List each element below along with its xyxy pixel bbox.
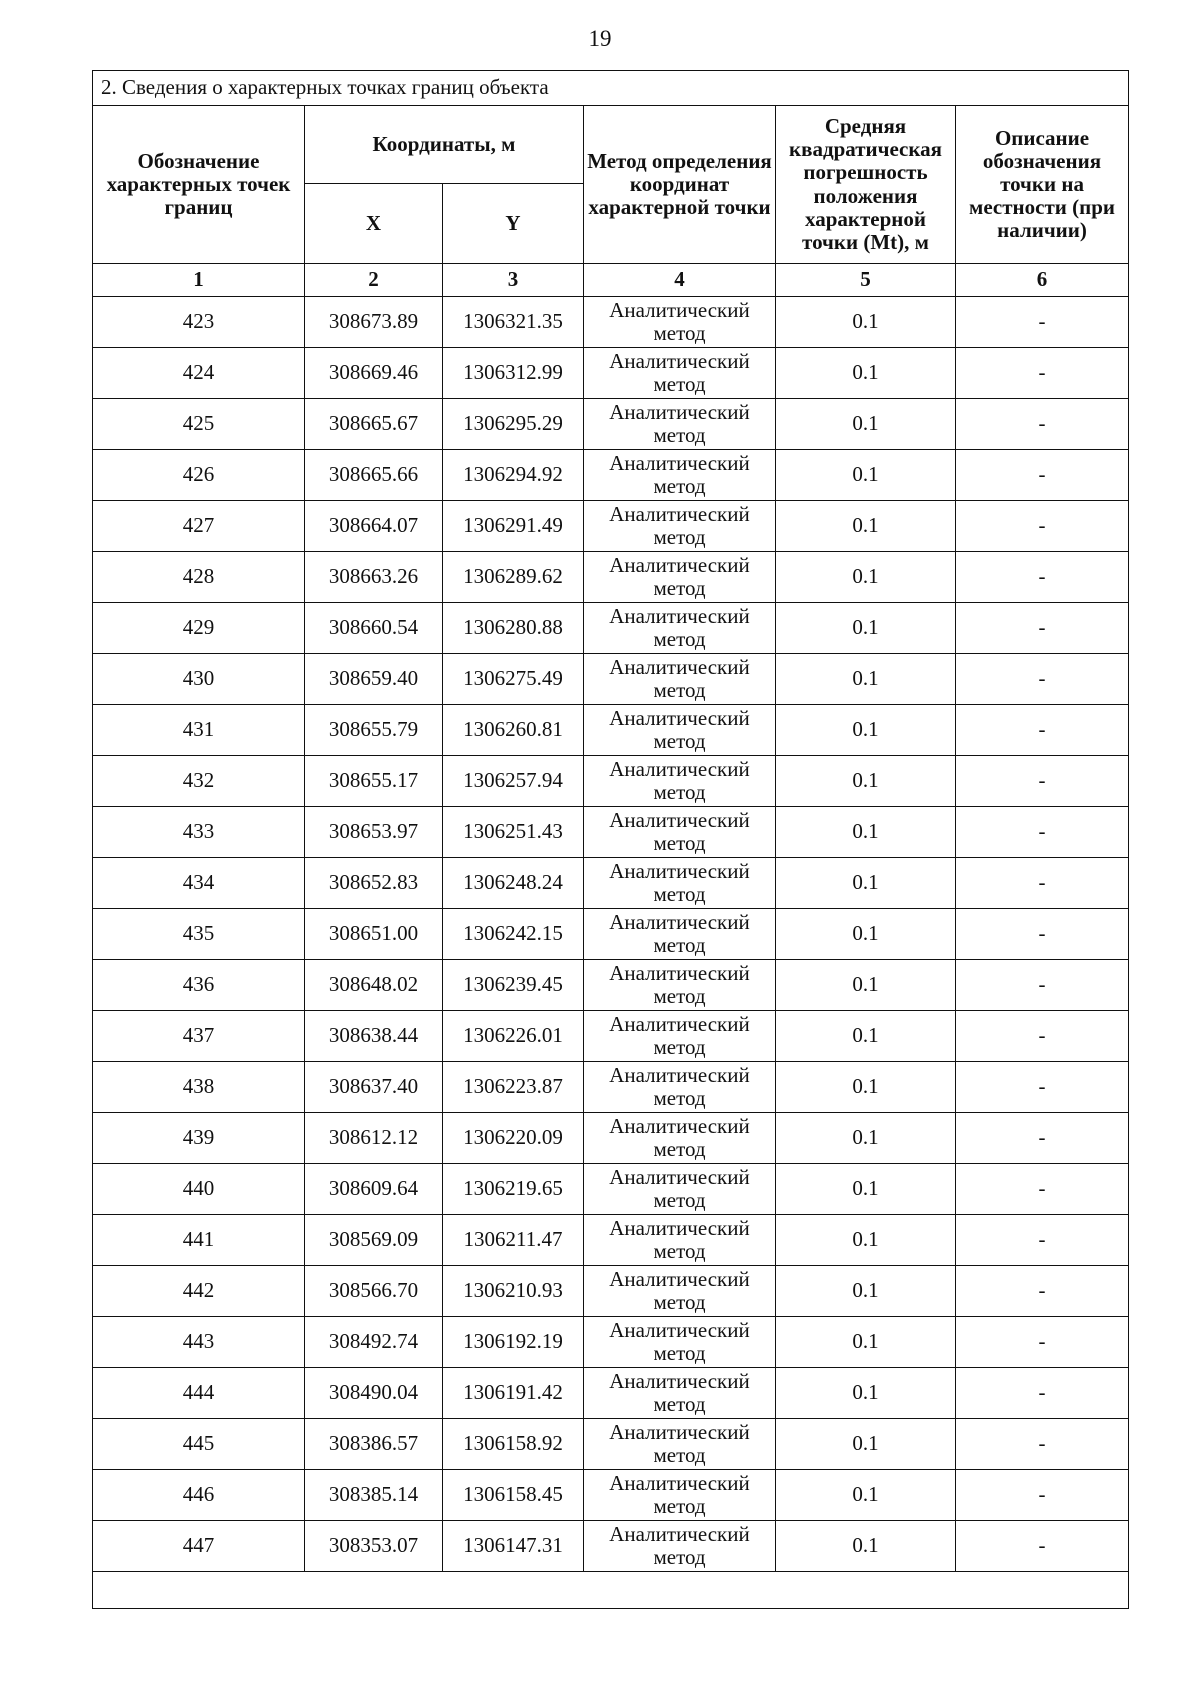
method-line-2: метод — [653, 474, 706, 498]
method-line-1: Аналитический — [609, 298, 750, 323]
method-line-2: метод — [653, 1035, 706, 1059]
y-coordinate-cell: 1306191.42 — [443, 1368, 584, 1419]
table-row — [93, 1062, 1129, 1113]
header-x: X — [305, 184, 443, 264]
column-number: 1 — [93, 264, 305, 297]
y-coordinate-cell: 1306257.94 — [443, 756, 584, 807]
method-line-2: метод — [653, 1392, 706, 1416]
method-line-1: Аналитический — [609, 961, 750, 986]
x-coordinate-cell: 308638.44 — [305, 1011, 443, 1062]
header-coordinates: Координаты, м — [305, 106, 584, 184]
description-cell: - — [956, 1215, 1129, 1266]
point-id-cell: 435 — [93, 909, 305, 960]
mt-error-cell: 0.1 — [776, 603, 956, 654]
x-coordinate-cell: 308386.57 — [305, 1419, 443, 1470]
y-coordinate-cell: 1306147.31 — [443, 1521, 584, 1572]
point-id-cell: 444 — [93, 1368, 305, 1419]
method-cell — [584, 909, 776, 960]
method-line-2: метод — [653, 1137, 706, 1161]
method-line-1: Аналитический — [609, 502, 750, 527]
method-line-2: метод — [653, 831, 706, 855]
method-cell — [584, 552, 776, 603]
method-line-1: Аналитический — [609, 1267, 750, 1292]
mt-error-cell: 0.1 — [776, 909, 956, 960]
y-coordinate-cell: 1306239.45 — [443, 960, 584, 1011]
method-line-2: метод — [653, 1545, 706, 1569]
method-cell — [584, 960, 776, 1011]
method-line-1: Аналитический — [609, 655, 750, 680]
column-number: 4 — [584, 264, 776, 297]
description-cell: - — [956, 807, 1129, 858]
method-line-2: метод — [653, 423, 706, 447]
x-coordinate-cell: 308669.46 — [305, 348, 443, 399]
description-cell: - — [956, 1113, 1129, 1164]
method-line-2: метод — [653, 933, 706, 957]
point-id-cell: 425 — [93, 399, 305, 450]
mt-error-cell: 0.1 — [776, 450, 956, 501]
y-coordinate-cell: 1306242.15 — [443, 909, 584, 960]
mt-error-cell: 0.1 — [776, 1317, 956, 1368]
table-row — [93, 501, 1129, 552]
mt-error-cell: 0.1 — [776, 1266, 956, 1317]
method-line-1: Аналитический — [609, 757, 750, 782]
description-cell: - — [956, 909, 1129, 960]
method-line-1: Аналитический — [609, 1114, 750, 1139]
y-coordinate-cell: 1306220.09 — [443, 1113, 584, 1164]
table-row — [93, 705, 1129, 756]
table-row — [93, 909, 1129, 960]
point-id-cell: 429 — [93, 603, 305, 654]
method-line-2: метод — [653, 525, 706, 549]
x-coordinate-cell: 308353.07 — [305, 1521, 443, 1572]
method-cell — [584, 450, 776, 501]
point-id-cell: 431 — [93, 705, 305, 756]
table-row — [93, 1215, 1129, 1266]
description-cell: - — [956, 1062, 1129, 1113]
method-cell — [584, 1317, 776, 1368]
x-coordinate-cell: 308566.70 — [305, 1266, 443, 1317]
x-coordinate-cell: 308490.04 — [305, 1368, 443, 1419]
method-line-1: Аналитический — [609, 400, 750, 425]
description-cell: - — [956, 654, 1129, 705]
description-cell: - — [956, 1011, 1129, 1062]
x-coordinate-cell: 308609.64 — [305, 1164, 443, 1215]
point-id-cell: 439 — [93, 1113, 305, 1164]
method-line-2: метод — [653, 576, 706, 600]
table-row — [93, 450, 1129, 501]
method-cell — [584, 654, 776, 705]
mt-error-cell: 0.1 — [776, 756, 956, 807]
method-line-2: метод — [653, 1239, 706, 1263]
mt-error-cell: 0.1 — [776, 654, 956, 705]
method-cell — [584, 1521, 776, 1572]
x-coordinate-cell: 308663.26 — [305, 552, 443, 603]
x-coordinate-cell: 308652.83 — [305, 858, 443, 909]
x-coordinate-cell: 308492.74 — [305, 1317, 443, 1368]
table-row — [93, 756, 1129, 807]
x-coordinate-cell: 308612.12 — [305, 1113, 443, 1164]
description-cell: - — [956, 348, 1129, 399]
description-cell: - — [956, 1470, 1129, 1521]
mt-error-cell: 0.1 — [776, 552, 956, 603]
x-coordinate-cell: 308655.17 — [305, 756, 443, 807]
y-coordinate-cell: 1306251.43 — [443, 807, 584, 858]
point-id-cell: 426 — [93, 450, 305, 501]
method-line-1: Аналитический — [609, 451, 750, 476]
description-cell: - — [956, 1317, 1129, 1368]
mt-error-cell: 0.1 — [776, 399, 956, 450]
method-line-1: Аналитический — [609, 910, 750, 935]
table-row — [93, 1317, 1129, 1368]
description-cell: - — [956, 1164, 1129, 1215]
point-id-cell: 443 — [93, 1317, 305, 1368]
method-line-1: Аналитический — [609, 1420, 750, 1445]
description-cell: - — [956, 756, 1129, 807]
method-cell — [584, 1062, 776, 1113]
table-row — [93, 399, 1129, 450]
mt-error-cell: 0.1 — [776, 1521, 956, 1572]
mt-error-cell: 0.1 — [776, 1062, 956, 1113]
point-id-cell: 432 — [93, 756, 305, 807]
y-coordinate-cell: 1306223.87 — [443, 1062, 584, 1113]
table-row — [93, 1266, 1129, 1317]
point-id-cell: 437 — [93, 1011, 305, 1062]
method-line-2: метод — [653, 1086, 706, 1110]
description-cell: - — [956, 552, 1129, 603]
method-line-2: метод — [653, 372, 706, 396]
method-cell — [584, 399, 776, 450]
point-id-cell: 440 — [93, 1164, 305, 1215]
y-coordinate-cell: 1306295.29 — [443, 399, 584, 450]
method-cell — [584, 501, 776, 552]
table-row — [93, 1419, 1129, 1470]
method-line-1: Аналитический — [609, 349, 750, 374]
table-row — [93, 858, 1129, 909]
point-id-cell: 427 — [93, 501, 305, 552]
mt-error-cell: 0.1 — [776, 1011, 956, 1062]
table-row — [93, 603, 1129, 654]
method-line-2: метод — [653, 678, 706, 702]
table-row — [93, 297, 1129, 348]
method-line-1: Аналитический — [609, 604, 750, 629]
method-cell — [584, 756, 776, 807]
method-line-2: метод — [653, 1188, 706, 1212]
y-coordinate-cell: 1306219.65 — [443, 1164, 584, 1215]
method-cell — [584, 807, 776, 858]
y-coordinate-cell: 1306289.62 — [443, 552, 584, 603]
description-cell: - — [956, 1368, 1129, 1419]
y-coordinate-cell: 1306192.19 — [443, 1317, 584, 1368]
table-row — [93, 1470, 1129, 1521]
method-line-2: метод — [653, 882, 706, 906]
description-cell: - — [956, 450, 1129, 501]
mt-error-cell: 0.1 — [776, 501, 956, 552]
mt-error-cell: 0.1 — [776, 1164, 956, 1215]
method-line-1: Аналитический — [609, 808, 750, 833]
method-line-2: метод — [653, 1341, 706, 1365]
method-line-1: Аналитический — [609, 1522, 750, 1547]
mt-error-cell: 0.1 — [776, 297, 956, 348]
method-line-1: Аналитический — [609, 553, 750, 578]
mt-error-cell: 0.1 — [776, 1113, 956, 1164]
mt-error-cell: 0.1 — [776, 1215, 956, 1266]
column-number: 5 — [776, 264, 956, 297]
mt-error-cell: 0.1 — [776, 1419, 956, 1470]
x-coordinate-cell: 308665.67 — [305, 399, 443, 450]
mt-error-cell: 0.1 — [776, 807, 956, 858]
header-error: Средняя квадратическая погрешность положения характерной точки (Mt), м — [776, 106, 956, 264]
method-cell — [584, 1419, 776, 1470]
method-line-1: Аналитический — [609, 706, 750, 731]
empty-cell — [93, 1572, 1129, 1609]
x-coordinate-cell: 308648.02 — [305, 960, 443, 1011]
point-id-cell: 430 — [93, 654, 305, 705]
header-method: Метод определения координат характерной точки — [584, 106, 776, 264]
method-line-1: Аналитический — [609, 1318, 750, 1343]
point-id-cell: 442 — [93, 1266, 305, 1317]
point-id-cell: 438 — [93, 1062, 305, 1113]
point-id-cell: 436 — [93, 960, 305, 1011]
x-coordinate-cell: 308673.89 — [305, 297, 443, 348]
column-number: 6 — [956, 264, 1129, 297]
mt-error-cell: 0.1 — [776, 348, 956, 399]
method-line-1: Аналитический — [609, 1165, 750, 1190]
method-line-1: Аналитический — [609, 1369, 750, 1394]
y-coordinate-cell: 1306211.47 — [443, 1215, 584, 1266]
method-line-2: метод — [653, 1443, 706, 1467]
description-cell: - — [956, 297, 1129, 348]
x-coordinate-cell: 308653.97 — [305, 807, 443, 858]
y-coordinate-cell: 1306294.92 — [443, 450, 584, 501]
x-coordinate-cell: 308655.79 — [305, 705, 443, 756]
x-coordinate-cell: 308659.40 — [305, 654, 443, 705]
description-cell: - — [956, 501, 1129, 552]
method-cell — [584, 297, 776, 348]
point-id-cell: 434 — [93, 858, 305, 909]
method-cell — [584, 1470, 776, 1521]
description-cell: - — [956, 1521, 1129, 1572]
header-description: Описание обозначения точки на местности (при наличии) — [956, 106, 1129, 264]
table-row — [93, 1113, 1129, 1164]
method-cell — [584, 1164, 776, 1215]
method-line-2: метод — [653, 984, 706, 1008]
table-row — [93, 960, 1129, 1011]
point-id-cell: 446 — [93, 1470, 305, 1521]
description-cell: - — [956, 858, 1129, 909]
point-id-cell: 428 — [93, 552, 305, 603]
method-line-1: Аналитический — [609, 1471, 750, 1496]
y-coordinate-cell: 1306312.99 — [443, 348, 584, 399]
y-coordinate-cell: 1306275.49 — [443, 654, 584, 705]
x-coordinate-cell: 308660.54 — [305, 603, 443, 654]
method-line-1: Аналитический — [609, 1216, 750, 1241]
method-line-1: Аналитический — [609, 1063, 750, 1088]
y-coordinate-cell: 1306158.45 — [443, 1470, 584, 1521]
page-number: 19 — [588, 26, 612, 51]
point-id-cell: 433 — [93, 807, 305, 858]
method-line-2: метод — [653, 627, 706, 651]
table-row — [93, 552, 1129, 603]
x-coordinate-cell: 308651.00 — [305, 909, 443, 960]
method-line-2: метод — [653, 1290, 706, 1314]
y-coordinate-cell: 1306321.35 — [443, 297, 584, 348]
mt-error-cell: 0.1 — [776, 705, 956, 756]
column-number: 2 — [305, 264, 443, 297]
method-cell — [584, 858, 776, 909]
x-coordinate-cell: 308637.40 — [305, 1062, 443, 1113]
method-line-2: метод — [653, 780, 706, 804]
description-cell: - — [956, 1419, 1129, 1470]
y-coordinate-cell: 1306158.92 — [443, 1419, 584, 1470]
point-id-cell: 441 — [93, 1215, 305, 1266]
mt-error-cell: 0.1 — [776, 960, 956, 1011]
method-cell — [584, 1368, 776, 1419]
boundary-points-table — [92, 70, 1129, 1609]
method-line-1: Аналитический — [609, 1012, 750, 1037]
method-line-2: метод — [653, 321, 706, 345]
method-line-1: Аналитический — [609, 859, 750, 884]
method-line-2: метод — [653, 729, 706, 753]
column-numbers-row — [93, 264, 1129, 297]
table-row — [93, 348, 1129, 399]
method-line-2: метод — [653, 1494, 706, 1518]
table-body — [93, 297, 1129, 1572]
point-id-cell: 447 — [93, 1521, 305, 1572]
header-y: Y — [443, 184, 584, 264]
description-cell: - — [956, 705, 1129, 756]
method-cell — [584, 1215, 776, 1266]
y-coordinate-cell: 1306226.01 — [443, 1011, 584, 1062]
point-id-cell: 423 — [93, 297, 305, 348]
mt-error-cell: 0.1 — [776, 1368, 956, 1419]
table-row — [93, 1368, 1129, 1419]
description-cell: - — [956, 399, 1129, 450]
y-coordinate-cell: 1306248.24 — [443, 858, 584, 909]
table-row — [93, 654, 1129, 705]
x-coordinate-cell: 308665.66 — [305, 450, 443, 501]
description-cell: - — [956, 603, 1129, 654]
x-coordinate-cell: 308569.09 — [305, 1215, 443, 1266]
table-row — [93, 1164, 1129, 1215]
point-id-cell: 424 — [93, 348, 305, 399]
table-row — [93, 807, 1129, 858]
y-coordinate-cell: 1306280.88 — [443, 603, 584, 654]
column-number: 3 — [443, 264, 584, 297]
method-cell — [584, 348, 776, 399]
x-coordinate-cell: 308385.14 — [305, 1470, 443, 1521]
table-row — [93, 1521, 1129, 1572]
description-cell: - — [956, 960, 1129, 1011]
y-coordinate-cell: 1306260.81 — [443, 705, 584, 756]
method-cell — [584, 1266, 776, 1317]
y-coordinate-cell: 1306210.93 — [443, 1266, 584, 1317]
header-designation: Обозначение характерных точек границ — [93, 106, 305, 264]
section-title: 2. Сведения о характерных точках границ объекта — [93, 71, 1129, 106]
method-cell — [584, 705, 776, 756]
y-coordinate-cell: 1306291.49 — [443, 501, 584, 552]
mt-error-cell: 0.1 — [776, 858, 956, 909]
x-coordinate-cell: 308664.07 — [305, 501, 443, 552]
empty-footer-row — [93, 1572, 1129, 1609]
method-cell — [584, 1011, 776, 1062]
description-cell: - — [956, 1266, 1129, 1317]
method-cell — [584, 603, 776, 654]
table-row — [93, 1011, 1129, 1062]
mt-error-cell: 0.1 — [776, 1470, 956, 1521]
method-cell — [584, 1113, 776, 1164]
point-id-cell: 445 — [93, 1419, 305, 1470]
